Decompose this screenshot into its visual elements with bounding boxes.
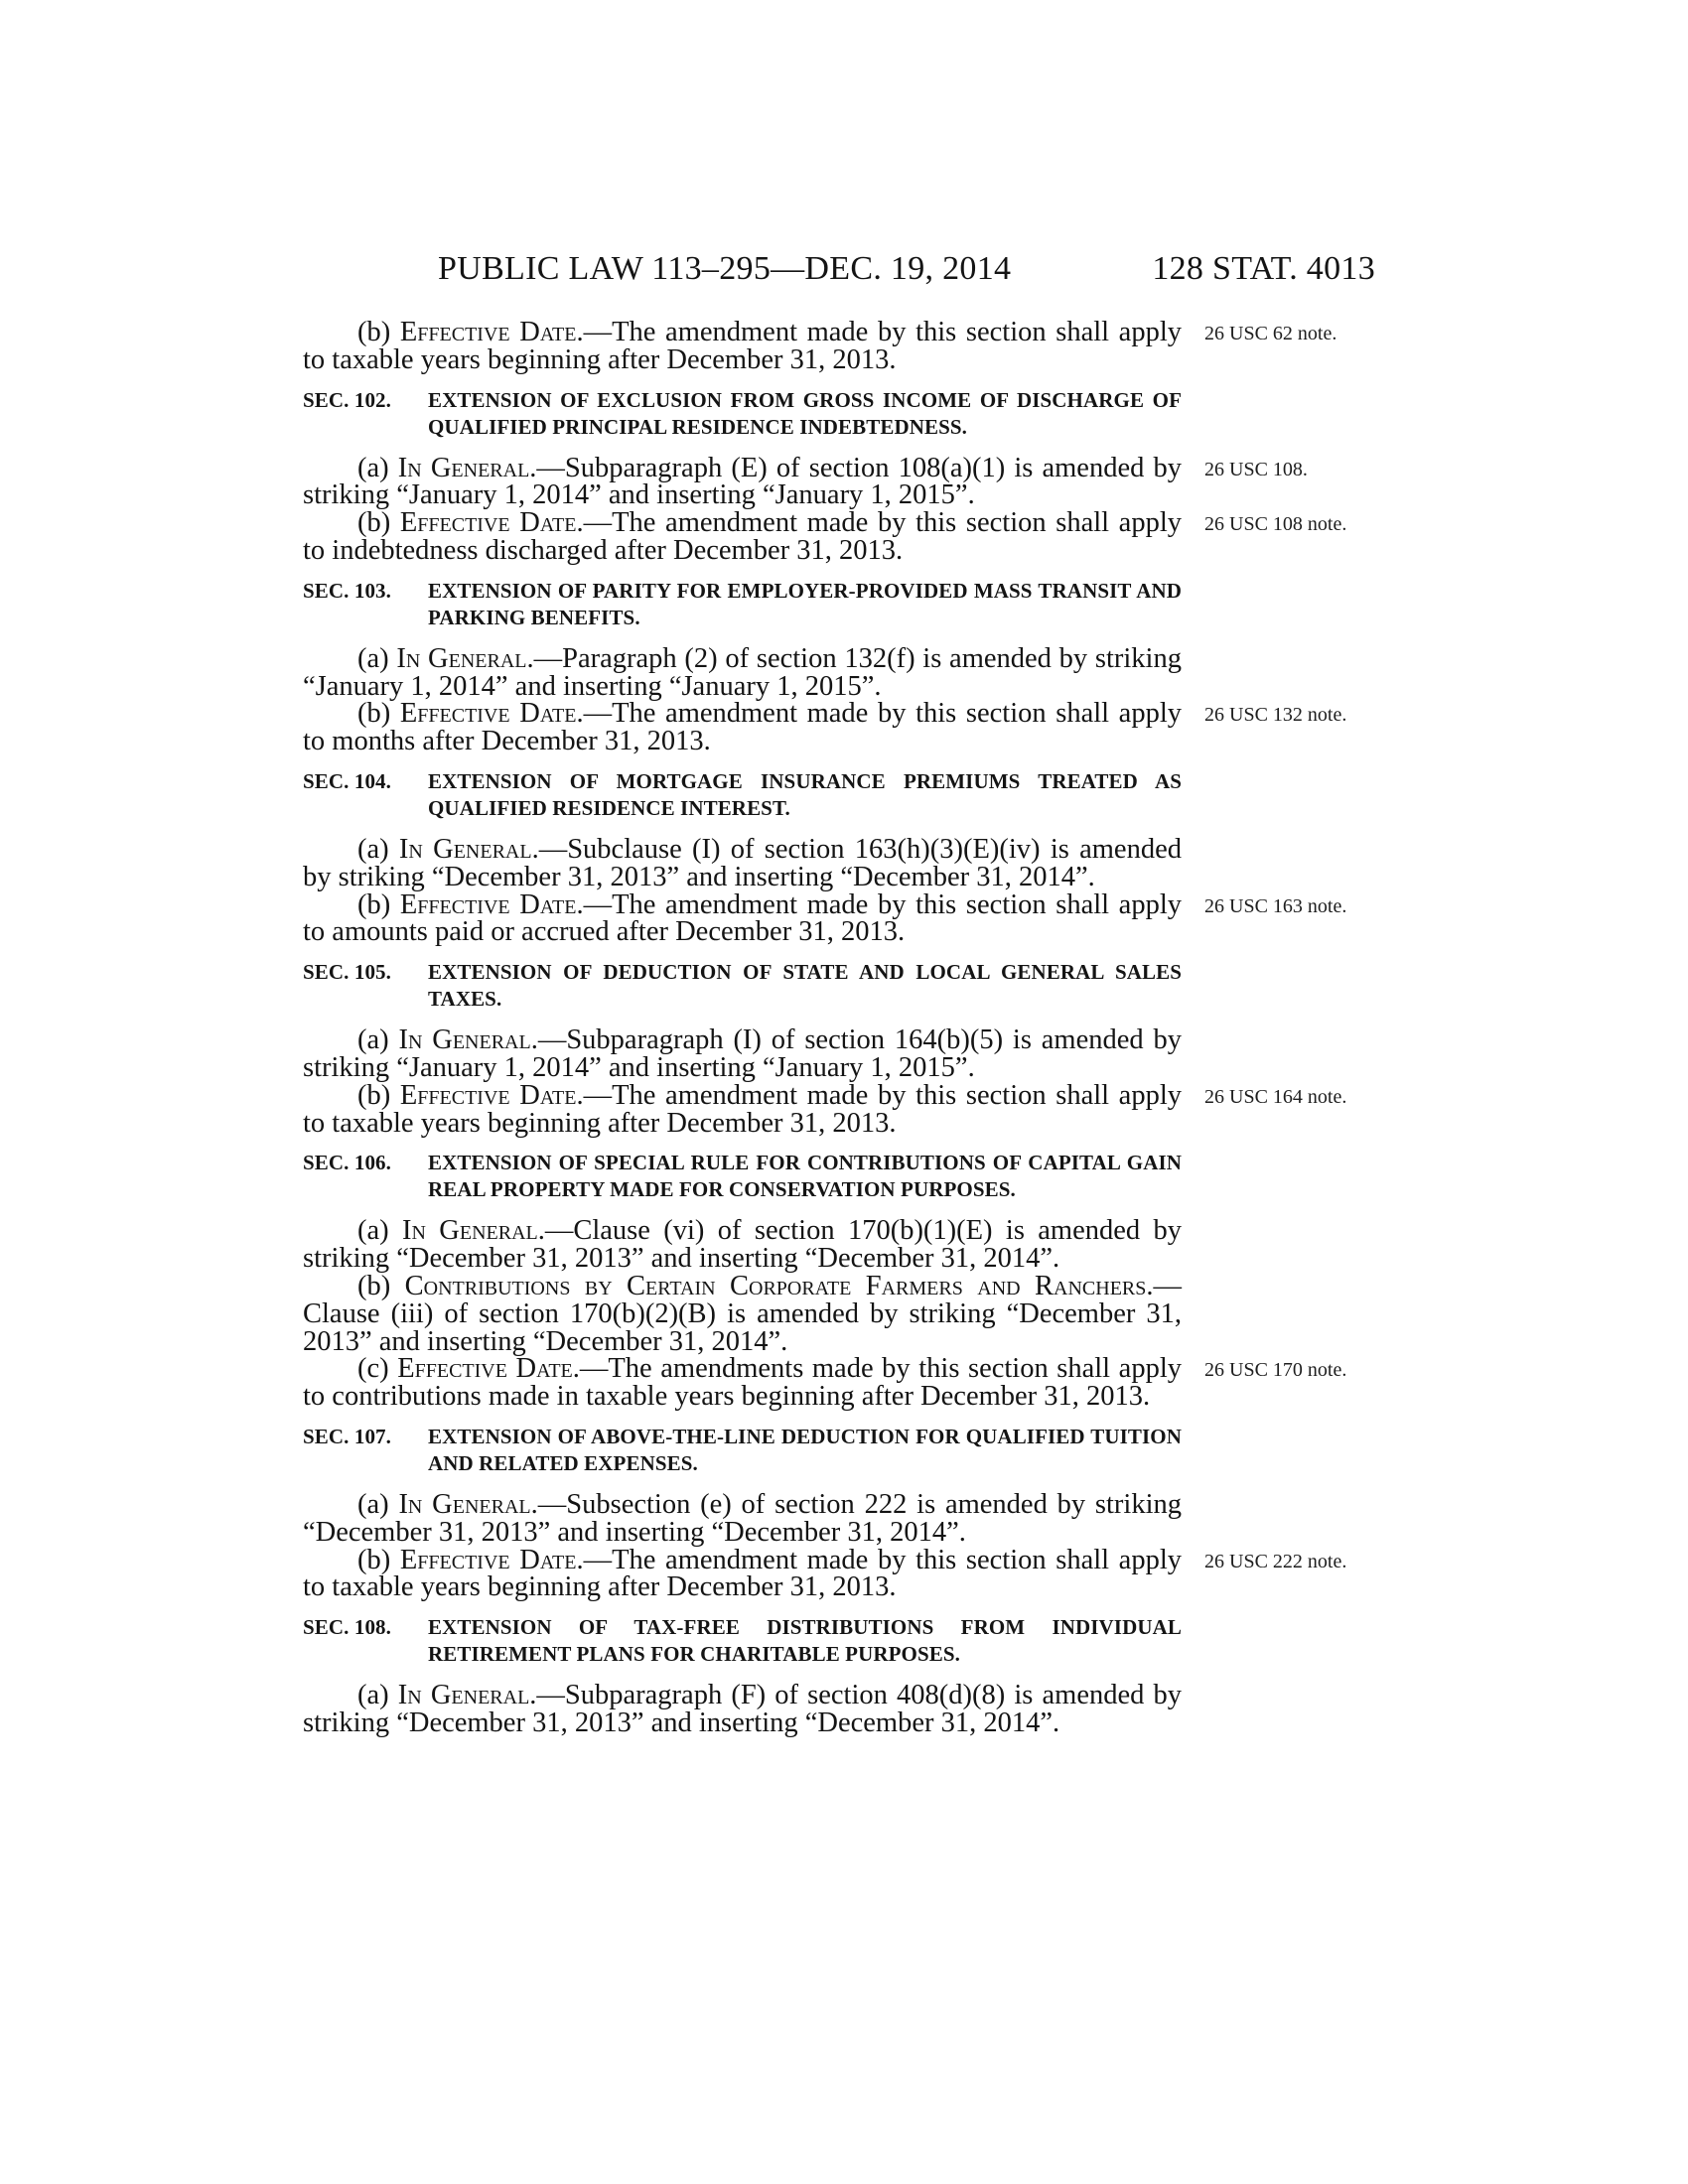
subsection-text: .—Subsection (e) of section 222 is amended by striking “December 31, 2013” and inserting “December 31, 2014”. xyxy=(303,1488,1182,1548)
subsection-effective-date xyxy=(303,1544,1347,1603)
subsection-caption: In General xyxy=(398,1488,531,1520)
margin-note: 26 USC 108 note. xyxy=(1204,513,1347,536)
subsection-text: .—Subparagraph (I) of section 164(b)(5) is amended by striking “January 1, 2014” and inserting “January 1, 2015”. xyxy=(303,1024,1182,1083)
subsection-in-general xyxy=(303,833,1182,892)
section-title: EXTENSION OF PARITY FOR EMPLOYER-PROVIDED MASS TRANSIT AND PARKING BENEFITS. xyxy=(428,578,1182,629)
subsection-text: .—The amendment made by this section shall apply to amounts paid or accrued after December 31, 2013. xyxy=(303,888,1183,948)
margin-note: 26 USC 62 note. xyxy=(1204,323,1337,344)
subsection-caption: Effective Date xyxy=(399,1544,577,1575)
subsection-effective-date xyxy=(303,888,1347,948)
subsection-label: (b) xyxy=(357,317,400,347)
section-number: SEC. 102. xyxy=(303,387,392,412)
section-number: SEC. 103. xyxy=(303,578,392,603)
page-body xyxy=(303,319,1375,1737)
section-heading xyxy=(303,578,1182,631)
subsection-caption: Effective Date xyxy=(399,888,577,920)
section-number: SEC. 108. xyxy=(303,1615,392,1640)
section-title: EXTENSION OF MORTGAGE INSURANCE PREMIUMS TREATED AS QUALIFIED RESIDENCE INTEREST. xyxy=(428,768,1182,820)
section-number: SEC. 106. xyxy=(303,1151,392,1175)
margin-note: 26 USC 170 note. xyxy=(1204,1359,1347,1382)
subsection-effective-date xyxy=(303,317,1337,375)
subsection-label: (b) xyxy=(357,1270,405,1301)
section-number: SEC. 105. xyxy=(303,960,392,985)
subsection-text: .—The amendment made by this section shall apply to taxable years beginning after December 31, 2013. xyxy=(303,317,1183,375)
subsection-label: (b) xyxy=(357,1544,400,1575)
subsection-caption: In General xyxy=(398,1024,531,1056)
subsection-caption: Effective Date xyxy=(399,1079,577,1111)
margin-note: 26 USC 132 note. xyxy=(1204,704,1347,727)
section-title: EXTENSION OF SPECIAL RULE FOR CONTRIBUTIONS OF CAPITAL GAIN REAL PROPERTY MADE FOR CONSERVATION PURPOSES. xyxy=(428,1151,1182,1202)
subsection-in-general xyxy=(303,642,1182,702)
subsection-contributions xyxy=(303,1270,1182,1357)
subsection-caption: Effective Date xyxy=(399,698,577,730)
subsection-label: (a) xyxy=(357,1680,398,1711)
subsection-in-general xyxy=(303,1026,1182,1082)
subsection-caption: Contributions by Certain Corporate Farmers and Ranchers xyxy=(404,1270,1147,1301)
subsection-effective-date xyxy=(303,1079,1347,1139)
subsection-caption: Effective Date xyxy=(397,1353,573,1385)
margin-note: 26 USC 108. xyxy=(1204,458,1308,480)
subsection-label: (b) xyxy=(357,698,400,730)
margin-note: 26 USC 163 note. xyxy=(1204,894,1347,917)
subsection-effective-date xyxy=(303,1353,1347,1413)
subsection-caption: Effective Date xyxy=(399,507,577,539)
subsection-text: .—Subclause (I) of section 163(h)(3)(E)(iv) is amended by striking “December 31, 2013” and inserting “December 31, 2014”. xyxy=(303,833,1182,892)
running-title: PUBLIC LAW 113–295—DEC. 19, 2014 xyxy=(438,250,1012,287)
subsection-caption: In General xyxy=(396,642,527,674)
section-heading xyxy=(303,1614,1182,1668)
section-number: SEC. 107. xyxy=(303,1424,392,1448)
section-title: EXTENSION OF EXCLUSION FROM GROSS INCOME OF DISCHARGE OF QUALIFIED PRINCIPAL RESIDENCE INDEBTEDNESS. xyxy=(428,387,1182,439)
subsection-label: (b) xyxy=(357,507,400,539)
subsection-text: .—The amendment made by this section shall apply to taxable years beginning after December 31, 2013. xyxy=(303,1079,1183,1139)
statute-citation: 128 STAT. 4013 xyxy=(1152,250,1375,287)
subsection-label: (c) xyxy=(357,1353,398,1385)
section-number: SEC. 104. xyxy=(303,768,392,793)
subsection-caption: In General xyxy=(397,1680,530,1711)
margin-note: 26 USC 164 note. xyxy=(1204,1085,1347,1108)
subsection-label: (a) xyxy=(357,1215,402,1247)
subsection-in-general xyxy=(303,452,1308,511)
subsection-text: .—Paragraph (2) of section 132(f) is amended by striking “January 1, 2014” and inserting “January 1, 2015”. xyxy=(303,642,1182,702)
section-heading xyxy=(303,1424,1182,1477)
subsection-in-general xyxy=(303,1217,1182,1273)
section-title: EXTENSION OF ABOVE-THE-LINE DEDUCTION FOR QUALIFIED TUITION AND RELATED EXPENSES. xyxy=(428,1424,1182,1475)
subsection-label: (a) xyxy=(357,833,399,865)
section-heading xyxy=(303,387,1182,441)
subsection-caption: In General xyxy=(398,833,532,865)
subsection-text: .—Subparagraph (F) of section 408(d)(8) is amended by striking “December 31, 2013” and inserting “December 31, 2014”. xyxy=(303,1680,1182,1738)
section-heading xyxy=(303,1150,1182,1203)
subsection-caption: In General xyxy=(397,452,530,483)
subsection-effective-date xyxy=(303,507,1347,566)
subsection-label: (b) xyxy=(357,888,400,920)
section-title: EXTENSION OF TAX-FREE DISTRIBUTIONS FROM INDIVIDUAL RETIREMENT PLANS FOR CHARITABLE PURPOSES. xyxy=(428,1615,1182,1667)
subsection-label: (a) xyxy=(357,1024,399,1056)
subsection-text: .—Subparagraph (E) of section 108(a)(1) is amended by striking “January 1, 2014” and inserting “January 1, 2015”. xyxy=(303,452,1182,511)
subsection-text: .—Clause (vi) of section 170(b)(1)(E) is amended by striking “December 31, 2013” and inserting “December 31, 2014”. xyxy=(303,1215,1182,1275)
section-heading xyxy=(303,959,1182,1013)
subsection-in-general xyxy=(303,1488,1182,1548)
subsection-caption: In General xyxy=(401,1215,538,1247)
subsection-effective-date xyxy=(303,698,1347,757)
subsection-caption: Effective Date xyxy=(399,317,577,347)
subsection-text: .—The amendment made by this section shall apply to months after December 31, 2013. xyxy=(303,698,1183,757)
section-heading xyxy=(303,768,1182,822)
subsection-in-general xyxy=(303,1682,1182,1737)
subsection-text: .—Clause (iii) of section 170(b)(2)(B) is amended by striking “December 31, 2013” and inserting “December 31, 2014”. xyxy=(303,1270,1182,1357)
subsection-label: (a) xyxy=(357,452,398,483)
margin-note: 26 USC 222 note. xyxy=(1204,1550,1347,1572)
section-title: EXTENSION OF DEDUCTION OF STATE AND LOCAL GENERAL SALES TAXES. xyxy=(428,960,1182,1012)
subsection-label: (a) xyxy=(357,1488,399,1520)
page-header xyxy=(303,250,1375,290)
subsection-label: (a) xyxy=(357,642,397,674)
subsection-label: (b) xyxy=(357,1079,400,1111)
subsection-text: .—The amendment made by this section shall apply to taxable years beginning after December 31, 2013. xyxy=(303,1544,1183,1603)
subsection-text: .—The amendments made by this section shall apply to contributions made in taxable years beginning after December 31, 2013. xyxy=(303,1353,1182,1413)
subsection-text: .—The amendment made by this section shall apply to indebtedness discharged after December 31, 2013. xyxy=(303,507,1183,566)
